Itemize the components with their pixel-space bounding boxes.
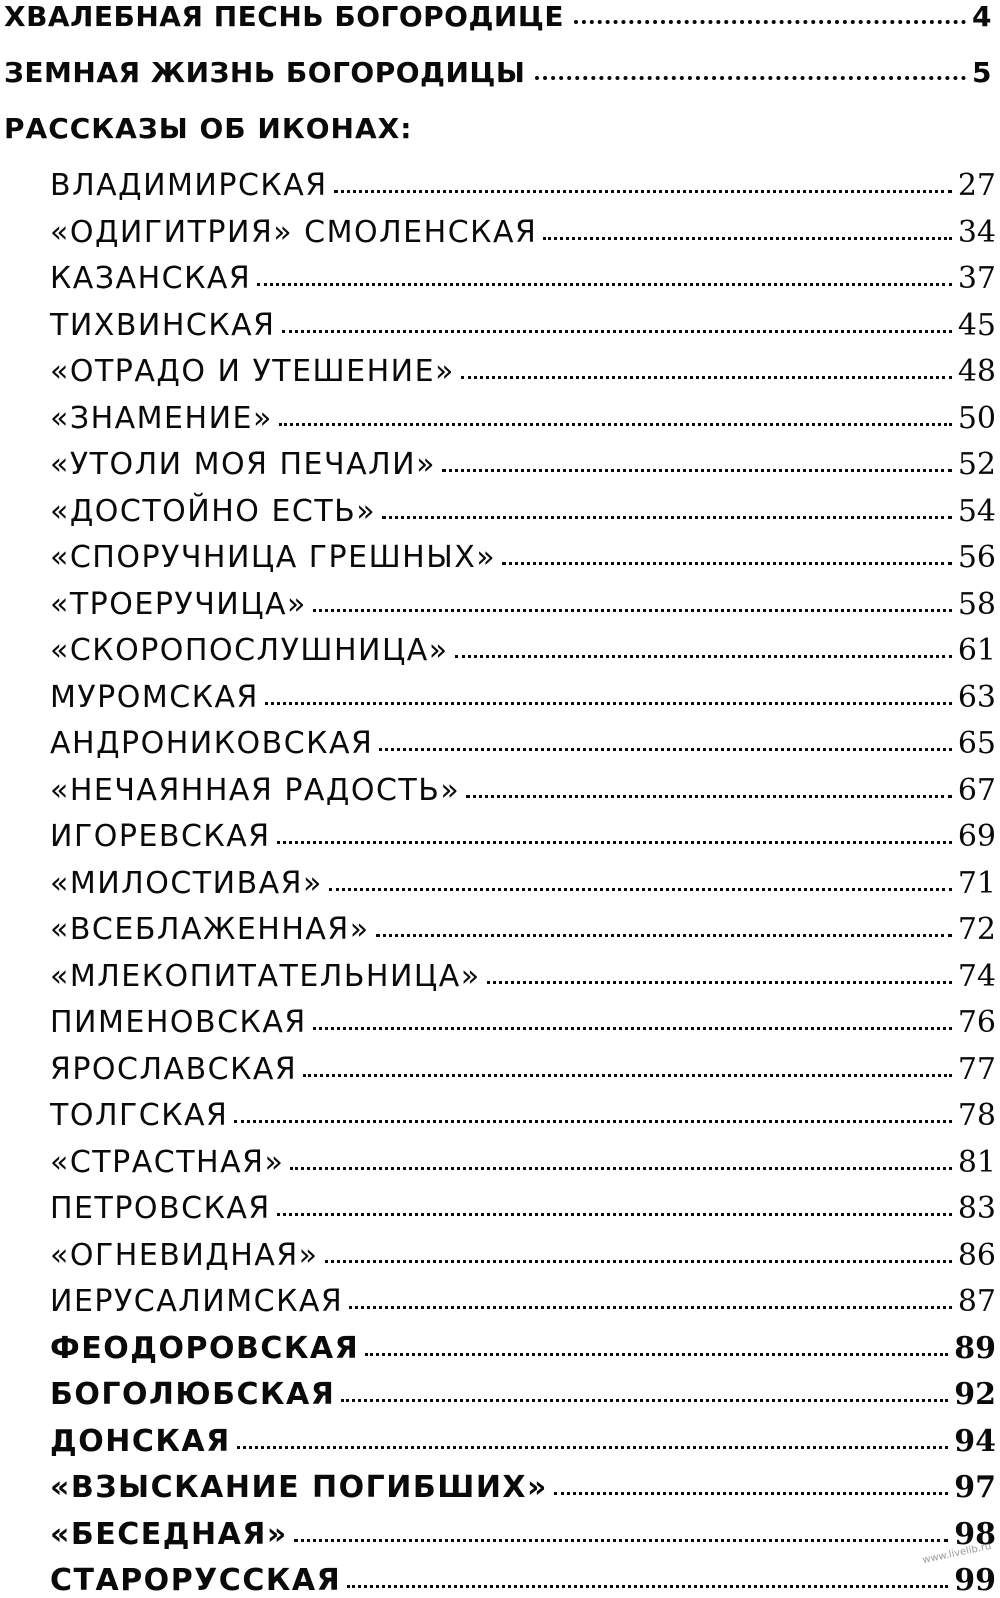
toc-entry-title: МУРОМСКАЯ bbox=[50, 679, 259, 715]
toc-entry-page: 58 bbox=[957, 586, 996, 622]
toc-entry[interactable] bbox=[50, 494, 996, 529]
toc-entry[interactable] bbox=[50, 1284, 996, 1319]
toc-entry-page: 5 bbox=[972, 56, 992, 89]
toc-entry-title: ДОНСКАЯ bbox=[50, 1423, 231, 1459]
toc-entry-title: ВЛАДИМИРСКАЯ bbox=[50, 168, 328, 203]
toc-entry-page: 65 bbox=[957, 726, 996, 761]
dot-leader bbox=[282, 329, 952, 333]
toc-entry[interactable] bbox=[50, 633, 996, 668]
toc-entry[interactable] bbox=[50, 1331, 996, 1366]
toc-entry[interactable] bbox=[50, 1098, 996, 1133]
toc-entry-page: 56 bbox=[957, 540, 996, 575]
toc-entry-page: 76 bbox=[957, 1005, 996, 1040]
toc-entry-title: ЯРОСЛАВСКАЯ bbox=[50, 1051, 298, 1087]
dot-leader bbox=[574, 19, 966, 24]
toc-entry-title: «ТРОЕРУЧИЦА» bbox=[50, 586, 307, 622]
toc-entry-page: 86 bbox=[957, 1237, 996, 1273]
toc-entry[interactable] bbox=[50, 401, 996, 436]
toc-entry[interactable] bbox=[50, 261, 996, 296]
dot-leader bbox=[277, 840, 952, 844]
dot-leader bbox=[313, 1026, 952, 1030]
toc-entry[interactable] bbox=[50, 866, 996, 901]
toc-entry-page: 71 bbox=[957, 865, 996, 901]
dot-leader bbox=[237, 1445, 949, 1449]
dot-leader bbox=[487, 980, 952, 984]
watermark: www.livelib.ru bbox=[921, 1540, 993, 1567]
toc-entry[interactable] bbox=[50, 726, 996, 761]
toc-entry-title: «ЗНАМЕНИЕ» bbox=[50, 400, 273, 436]
toc-entry-page: 97 bbox=[954, 1470, 996, 1505]
toc-entry[interactable] bbox=[50, 447, 996, 482]
toc-entry-title: ХВАЛЕБНАЯ ПЕСНЬ БОГОРОДИЦЕ bbox=[4, 0, 564, 33]
toc-entry[interactable] bbox=[50, 215, 996, 250]
toc-entry-title: ТИХВИНСКАЯ bbox=[50, 307, 276, 343]
toc-entry-title: БОГОЛЮБСКАЯ bbox=[50, 1377, 336, 1412]
dot-leader bbox=[543, 236, 952, 240]
toc-entry-page: 72 bbox=[957, 912, 996, 947]
toc-entry-title: «МИЛОСТИВАЯ» bbox=[50, 865, 323, 901]
toc-entry-page: 87 bbox=[957, 1284, 996, 1319]
toc-entry[interactable] bbox=[50, 308, 996, 343]
toc-entry-title: «УТОЛИ МОЯ ПЕЧАЛИ» bbox=[50, 447, 436, 482]
toc-entry[interactable] bbox=[50, 168, 996, 203]
toc-entry-title: ПЕТРОВСКАЯ bbox=[50, 1191, 271, 1226]
toc-entry-title: ТОЛГСКАЯ bbox=[50, 1098, 229, 1133]
toc-entry-title: «ДОСТОЙНО ЕСТЬ» bbox=[50, 493, 377, 529]
toc-entry-page: 99 bbox=[954, 1563, 996, 1598]
toc-entry-title: ПИМЕНОВСКАЯ bbox=[50, 1005, 307, 1040]
toc-entry-page: 61 bbox=[957, 633, 996, 668]
section-heading: РАССКАЗЫ ОБ ИКОНАХ: bbox=[4, 112, 413, 145]
toc-entry-title: КАЗАНСКАЯ bbox=[50, 261, 252, 296]
toc-entry-title: АНДРОНИКОВСКАЯ bbox=[50, 726, 374, 761]
dot-leader bbox=[349, 1305, 952, 1309]
dot-leader bbox=[265, 701, 952, 705]
toc-entry[interactable] bbox=[50, 1377, 996, 1412]
toc-entry[interactable] bbox=[50, 1517, 996, 1552]
toc-entry-page: 34 bbox=[957, 214, 996, 250]
toc-entry[interactable] bbox=[50, 1191, 996, 1226]
toc-entry-title: ИЕРУСАЛИМСКАЯ bbox=[50, 1284, 344, 1319]
toc-entry-title: «СПОРУЧНИЦА ГРЕШНЫХ» bbox=[50, 540, 497, 575]
dot-leader bbox=[325, 1259, 952, 1263]
dot-leader bbox=[329, 887, 952, 891]
toc-entry[interactable] bbox=[50, 354, 996, 389]
toc-entry-page: 52 bbox=[957, 447, 996, 482]
dot-leader bbox=[347, 1584, 948, 1588]
toc-entry-title: СТАРОРУССКАЯ bbox=[50, 1563, 342, 1598]
toc-entry-page: 45 bbox=[957, 307, 996, 343]
toc-entry-title: «МЛЕКОПИТАТЕЛЬНИЦА» bbox=[50, 958, 481, 994]
toc-entry-page: 63 bbox=[957, 679, 996, 715]
toc-entry[interactable] bbox=[50, 1145, 996, 1180]
toc-entry-title: «ВЗЫСКАНИЕ ПОГИБШИХ» bbox=[50, 1470, 548, 1505]
toc-entry[interactable] bbox=[50, 959, 996, 994]
dot-leader bbox=[379, 747, 951, 751]
dot-leader bbox=[442, 468, 952, 472]
dot-leader bbox=[466, 794, 952, 798]
dot-leader bbox=[303, 1073, 952, 1077]
dot-leader bbox=[290, 1166, 952, 1170]
toc-entry[interactable] bbox=[50, 1424, 996, 1459]
toc-entry-page: 94 bbox=[954, 1423, 996, 1459]
toc-entry-page: 81 bbox=[957, 1144, 996, 1180]
dot-leader bbox=[341, 1398, 948, 1402]
toc-entry-page: 54 bbox=[957, 493, 996, 529]
toc-entry-page: 27 bbox=[957, 168, 996, 203]
toc-entry-title: ИГОРЕВСКАЯ bbox=[50, 819, 271, 854]
toc-entry-page: 83 bbox=[957, 1191, 996, 1226]
dot-leader bbox=[279, 422, 952, 426]
toc-entry[interactable] bbox=[50, 680, 996, 715]
toc-entry-page: 4 bbox=[972, 0, 992, 33]
toc-entry-title: «ОДИГИТРИЯ» СМОЛЕНСКАЯ bbox=[50, 214, 538, 250]
toc-entry-page: 98 bbox=[954, 1516, 996, 1552]
toc-entry[interactable] bbox=[50, 912, 996, 947]
toc-entry[interactable] bbox=[50, 1238, 996, 1273]
toc-entry-page: 37 bbox=[957, 261, 996, 296]
toc-entry-page: 50 bbox=[957, 400, 996, 436]
toc-entry-title: «СТРАСТНАЯ» bbox=[50, 1144, 285, 1180]
toc-entry-title: ЗЕМНАЯ ЖИЗНЬ БОГОРОДИЦЫ bbox=[4, 56, 526, 89]
toc-entry-title: «БЕСЕДНАЯ» bbox=[50, 1516, 288, 1552]
toc-entry-title: «ОТРАДО И УТЕШЕНИЕ» bbox=[50, 354, 455, 389]
toc-entry-title: «НЕЧАЯННАЯ РАДОСТЬ» bbox=[50, 772, 461, 808]
toc-entry-title: «ОГНЕВИДНАЯ» bbox=[50, 1237, 319, 1273]
dot-leader bbox=[313, 608, 952, 612]
toc-entry-page: 69 bbox=[957, 819, 996, 854]
dot-leader bbox=[365, 1352, 948, 1356]
dot-leader bbox=[376, 933, 952, 937]
toc-entry[interactable] bbox=[50, 1470, 996, 1505]
toc-entry-top[interactable] bbox=[4, 0, 992, 33]
toc-entry-title: «ВСЕБЛАЖЕННАЯ» bbox=[50, 912, 370, 947]
toc-entry-title: ФЕОДОРОВСКАЯ bbox=[50, 1330, 360, 1366]
toc-entry[interactable] bbox=[50, 1563, 996, 1598]
toc-entry-page: 48 bbox=[957, 354, 996, 389]
dot-leader bbox=[277, 1212, 952, 1216]
toc-entry-page: 78 bbox=[957, 1098, 996, 1133]
dot-leader bbox=[502, 561, 952, 565]
toc-entry-page: 67 bbox=[957, 772, 996, 808]
dot-leader bbox=[535, 75, 966, 80]
dot-leader bbox=[234, 1119, 951, 1123]
toc-entry-page: 89 bbox=[954, 1330, 996, 1366]
toc-entry[interactable] bbox=[50, 540, 996, 575]
toc-entry[interactable] bbox=[50, 587, 996, 622]
dot-leader bbox=[334, 189, 952, 193]
toc-entry[interactable] bbox=[50, 773, 996, 808]
toc-entry-page: 77 bbox=[957, 1051, 996, 1087]
toc-entry[interactable] bbox=[50, 819, 996, 854]
toc-entry-title: «СКОРОПОСЛУШНИЦА» bbox=[50, 633, 449, 668]
dot-leader bbox=[257, 282, 952, 286]
toc-entry-top[interactable] bbox=[4, 56, 992, 89]
dot-leader bbox=[461, 375, 952, 379]
toc-entry[interactable] bbox=[50, 1052, 996, 1087]
dot-leader bbox=[382, 515, 952, 519]
dot-leader bbox=[455, 654, 952, 658]
dot-leader bbox=[554, 1491, 948, 1495]
toc-entry[interactable] bbox=[50, 1005, 996, 1040]
dot-leader bbox=[294, 1538, 948, 1542]
toc-entry-page: 74 bbox=[957, 958, 996, 994]
toc-entry-page: 92 bbox=[954, 1377, 996, 1412]
